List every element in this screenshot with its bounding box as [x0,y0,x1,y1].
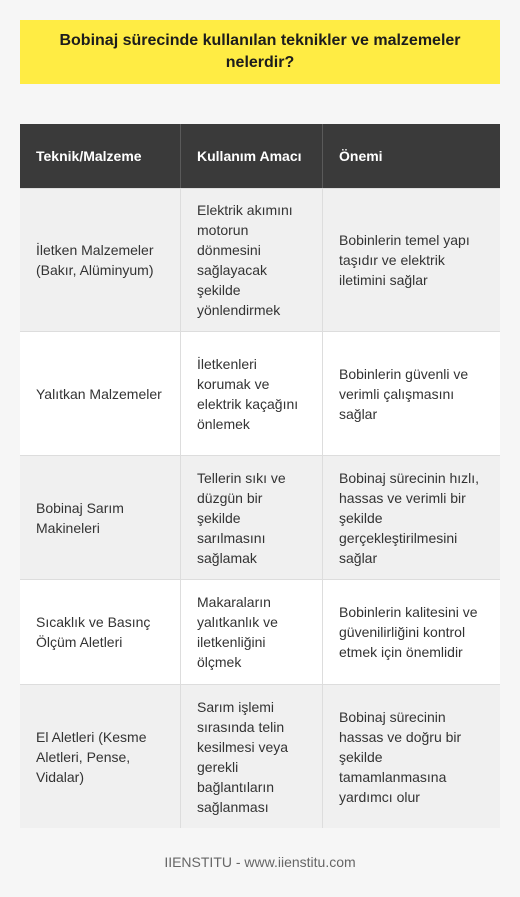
table-cell: Makaraların yalıtkanlık ve iletkenliğini ölçmek [180,580,322,684]
table-cell: Yalıtkan Malzemeler [36,385,162,402]
table-cell: Bobinaj sürecinin hızlı, hassas ve verimli bir şekilde gerçekleştirilmesini sağlar [322,456,500,579]
table-row [20,684,500,828]
table-cell: El Aletleri (Kesme Aletleri, Pense, Vidalar) [36,728,147,785]
header-cell-purpose: Kullanım Amacı [180,124,322,188]
table-row [20,188,500,331]
table-cell: Sarım işlemi sırasında telin kesilmesi veya gerekli bağlantıların sağlanması [180,685,322,828]
table-cell: Elektrik akımını motorun dönmesini sağlayacak şekilde yönlendirmek [180,189,322,331]
table-cell: İletken Malzemeler (Bakır, Alüminyum) [36,242,154,278]
table-cell: Bobinaj Sarım Makineleri [36,499,124,536]
data-table [20,124,500,828]
table-cell: Bobinlerin güvenli ve verimli çalışmasını sağlar [322,332,500,455]
header-cell-technique: Teknik/Malzeme [36,148,142,164]
table-row [20,331,500,455]
table-row [20,455,500,579]
table-cell: Tellerin sıkı ve düzgün bir şekilde sarılmasını sağlamak [180,456,322,579]
table-header-row [20,124,500,188]
title-banner [20,20,500,84]
footer-credit: IIENSTITU - www.iienstitu.com [164,854,356,870]
table-cell: Bobinlerin kalitesini ve güvenilirliğini kontrol etmek için önemlidir [322,580,500,684]
table-cell: İletkenleri korumak ve elektrik kaçağını önlemek [180,332,322,455]
page-title: Bobinaj sürecinde kullanılan teknikler ve malzemeler nelerdir? [59,32,461,71]
table-row [20,579,500,684]
table-cell: Bobinlerin temel yapı taşıdır ve elektrik iletimini sağlar [322,189,500,331]
table-cell: Bobinaj sürecinin hassas ve doğru bir şekilde tamamlanmasına yardımcı olur [322,685,500,828]
header-cell-importance: Önemi [322,124,500,188]
table-cell: Sıcaklık ve Basınç Ölçüm Aletleri [36,614,151,650]
